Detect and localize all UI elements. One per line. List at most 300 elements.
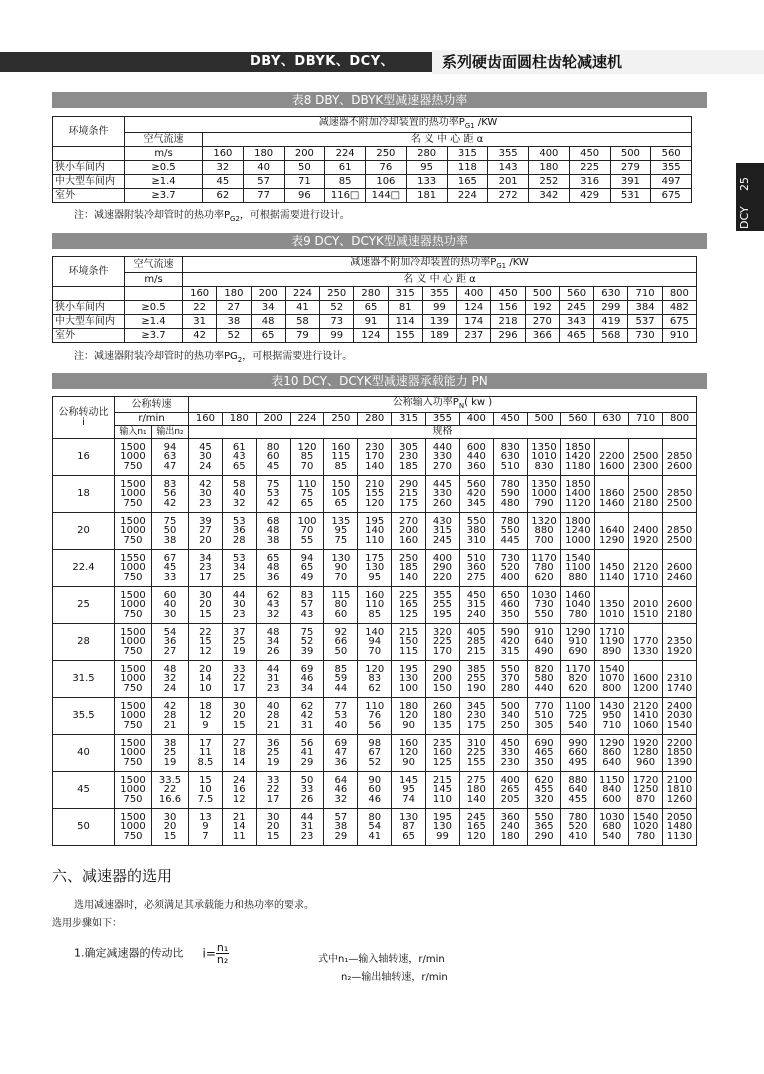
table9-dist-315: 315 xyxy=(388,287,422,301)
table8-value-cell: 180 xyxy=(529,161,570,175)
table9-air-cell: ≥0.5 xyxy=(125,301,183,315)
table9-value-cell: 730 xyxy=(628,329,662,343)
table-row xyxy=(53,550,697,587)
table10-power-cell: 145 95 74 xyxy=(392,772,426,809)
table8-value-cell: 342 xyxy=(529,189,570,203)
table10-size-450: 450 xyxy=(493,413,527,426)
table10-power-cell: 600 440 360 xyxy=(459,439,493,476)
table10-power-cell: 440 330 270 xyxy=(426,439,460,476)
table10-power-cell: 405 285 215 xyxy=(459,624,493,661)
table8-value-cell: 32 xyxy=(203,161,244,175)
table10-size-160: 160 xyxy=(189,413,223,426)
table10-power-cell: 85 59 44 xyxy=(324,661,358,698)
table9-value-cell: 48 xyxy=(251,315,285,329)
table10-power-cell: 195 130 100 xyxy=(392,661,426,698)
table8-dist-355: 355 xyxy=(488,147,529,161)
table8-value-cell: 279 xyxy=(610,161,651,175)
ratio-formula-lhs: i= xyxy=(202,946,216,961)
table10-power-cell: 160 120 90 xyxy=(392,735,426,772)
table9-value-cell: 65 xyxy=(354,301,388,315)
table10-power-cell: 400 290 220 xyxy=(426,550,460,587)
table-row xyxy=(53,809,697,846)
table-row xyxy=(53,476,697,513)
table9-value-cell: 34 xyxy=(251,301,285,315)
table8-value-cell: 85 xyxy=(325,175,366,189)
table10-input-speed-cell: 1500 1000 750 xyxy=(115,809,152,846)
table9-value-cell: 568 xyxy=(594,329,628,343)
table9-air-cell: ≥1.4 xyxy=(125,315,183,329)
table8-dist-315: 315 xyxy=(447,147,488,161)
table10-power-cell: 690 465 350 xyxy=(527,735,561,772)
table10-power-cell: 195 130 99 xyxy=(426,809,460,846)
table-row xyxy=(53,661,697,698)
table-row xyxy=(53,772,697,809)
header-product-title: 系列硬齿面圆柱齿轮减速机 xyxy=(432,50,764,74)
table10-power-cell: 275 180 140 xyxy=(459,772,493,809)
table8-value-cell: 57 xyxy=(243,175,284,189)
table9-dist-355: 355 xyxy=(422,287,456,301)
table10-size-630: 630 xyxy=(595,413,629,426)
table10-power-cell: 1860 1460 xyxy=(595,476,629,513)
step1-label: 1.确定减速器的传动比 xyxy=(74,946,184,960)
table9-header-air-blank xyxy=(125,287,183,301)
table10-power-cell: 120 85 70 xyxy=(290,439,324,476)
table8-value-cell: 40 xyxy=(243,161,284,175)
table10-power-cell: 450 315 240 xyxy=(459,587,493,624)
table10-output-speed-cell: 94 63 47 xyxy=(152,439,189,476)
table9-header-env-blank xyxy=(53,287,125,301)
table9-value-cell: 218 xyxy=(491,315,525,329)
table8-dist-180: 180 xyxy=(243,147,284,161)
table10-header-speed: 公称转速 xyxy=(115,397,189,413)
table10-power-cell: 1350 1000 790 xyxy=(527,476,561,513)
table10-power-cell: 58 40 32 xyxy=(222,476,256,513)
table-row xyxy=(53,587,697,624)
table8-value-cell: 45 xyxy=(203,175,244,189)
table9-value-cell: 139 xyxy=(422,315,456,329)
table8-value-cell: 143 xyxy=(488,161,529,175)
table10-power-cell: 2850 2500 xyxy=(663,476,697,513)
table10-power-cell: 290 200 150 xyxy=(426,661,460,698)
table10-power-cell: 2600 2460 xyxy=(663,550,697,587)
table9-value-cell: 81 xyxy=(388,301,422,315)
side-series-label: DCY xyxy=(738,206,751,229)
header-series-title: DBY、DBYK、DCY、DCYK xyxy=(250,54,395,89)
table10-power-cell: 430 315 245 xyxy=(426,513,460,550)
table8-header-caption: 减速器不附加冷却装置的热功率$P_{G1}$ /KW xyxy=(125,117,692,133)
table9-value-cell: 245 xyxy=(559,301,593,315)
table9-dist-200: 200 xyxy=(251,287,285,301)
table10-power-cell: 1850 1400 1120 xyxy=(561,476,595,513)
table8-dist-400: 400 xyxy=(529,147,570,161)
table10-power-cell: 150 105 65 xyxy=(324,476,358,513)
table10-power-cell: 245 165 120 xyxy=(459,809,493,846)
table10-header-input: 输入n₁ xyxy=(115,426,152,439)
table10-power-cell: 30 20 15 xyxy=(189,587,223,624)
table10-power-cell: 13 9 7 xyxy=(189,809,223,846)
table10-title: 表10 DCY、DCYK型减速器承载能力 PN xyxy=(52,373,707,389)
table-row xyxy=(53,301,697,315)
table10-power-cell: 1100 725 540 xyxy=(561,698,595,735)
table10-input-speed-cell: 1500 1000 750 xyxy=(115,513,152,550)
table8-air-cell: ≥3.7 xyxy=(125,189,203,203)
table9-air-cell: ≥3.7 xyxy=(125,329,183,343)
section-paragraph-2: 选用步骤如下： xyxy=(52,918,122,929)
table10-input-speed-cell: 1500 1000 750 xyxy=(115,772,152,809)
table9-dist-160: 160 xyxy=(183,287,217,301)
table-row xyxy=(53,315,697,329)
table10-power-cell: 2120 1710 xyxy=(629,550,663,587)
table8-env-cell: 狭小车间内 xyxy=(53,161,125,175)
table9-value-cell: 366 xyxy=(525,329,559,343)
table10-power-cell: 780 550 445 xyxy=(493,513,527,550)
table10-power-cell: 80 60 45 xyxy=(256,439,290,476)
table10-power-cell: 21 14 11 xyxy=(222,809,256,846)
table9-value-cell: 38 xyxy=(217,315,251,329)
table8-dist-200: 200 xyxy=(284,147,325,161)
table10-power-cell: 33 22 17 xyxy=(256,772,290,809)
table10-power-cell: 1450 1140 xyxy=(595,550,629,587)
table10-power-cell: 160 115 85 xyxy=(324,439,358,476)
table9-dist-180: 180 xyxy=(217,287,251,301)
table10-power-cell: 15 10 7.5 xyxy=(189,772,223,809)
table9-note: 注：减速器附装冷却管时的热功率$PG_2$，可根据需要进行设计。 xyxy=(74,351,353,364)
table8-value-cell: 391 xyxy=(610,175,651,189)
table10-power-cell: 2400 1920 xyxy=(629,513,663,550)
table8-value-cell: 106 xyxy=(366,175,407,189)
table10-power-cell: 620 455 320 xyxy=(527,772,561,809)
table8-dist-500: 500 xyxy=(610,147,651,161)
table10-power-cell: 2120 1410 1060 xyxy=(629,698,663,735)
table8-note: 注：减速器附装冷却管时的热功率$P_{G2}$，可根据需要进行设计。 xyxy=(74,210,350,223)
table10-input-speed-cell: 1500 1000 750 xyxy=(115,624,152,661)
table10-power-cell: 80 54 41 xyxy=(358,809,392,846)
table10-power-cell: 62 42 31 xyxy=(290,698,324,735)
table10-power-cell: 830 630 510 xyxy=(493,439,527,476)
table10-power-cell: 780 520 410 xyxy=(561,809,595,846)
table10-power-cell: 110 75 65 xyxy=(290,476,324,513)
table10-power-cell: 20 14 10 xyxy=(189,661,223,698)
table10-power-cell: 1320 880 700 xyxy=(527,513,561,550)
table9-header-caption: 减速器不附加冷却装置的热功率$P_{G1}$ /KW xyxy=(183,257,697,273)
table10-power-cell: 30 20 15 xyxy=(256,809,290,846)
table10-power-cell: 2400 2030 1540 xyxy=(663,698,697,735)
table8-value-cell: 62 xyxy=(203,189,244,203)
table9-env-cell: 室外 xyxy=(53,329,125,343)
table10-power-cell: 77 53 40 xyxy=(324,698,358,735)
table8-dist-280: 280 xyxy=(406,147,447,161)
table10-power-cell: 2050 1480 1130 xyxy=(663,809,697,846)
table10-power-cell: 1350 1010 830 xyxy=(527,439,561,476)
table10-power-cell: 820 580 440 xyxy=(527,661,561,698)
table8-value-cell: 225 xyxy=(569,161,610,175)
ratio-formula-numerator: n₁ xyxy=(216,941,229,954)
table10-power-cell: 1150 840 600 xyxy=(595,772,629,809)
table10-power-cell: 65 48 36 xyxy=(256,550,290,587)
table8-value-cell: 144□ xyxy=(366,189,407,203)
table10-power-cell: 18 12 9 xyxy=(189,698,223,735)
table-row xyxy=(53,189,692,203)
table8-env-cell: 中大型车间内 xyxy=(53,175,125,189)
table10-power-cell: 210 155 120 xyxy=(358,476,392,513)
table10-size-560: 560 xyxy=(561,413,595,426)
table8-value-cell: 224 xyxy=(447,189,488,203)
table10-power-cell: 230 170 140 xyxy=(358,439,392,476)
table10-ratio-cell: 28 xyxy=(53,624,115,661)
table10-power-cell: 1800 1240 1000 xyxy=(561,513,595,550)
table8-value-cell: 95 xyxy=(406,161,447,175)
table-row xyxy=(53,175,692,189)
table8-value-cell: 531 xyxy=(610,189,651,203)
table9-dist-400: 400 xyxy=(457,287,491,301)
table10-size-180: 180 xyxy=(222,413,256,426)
table10-ratio-cell: 20 xyxy=(53,513,115,550)
table9-dist-500: 500 xyxy=(525,287,559,301)
table10-input-speed-cell: 1500 1000 750 xyxy=(115,735,152,772)
table9-value-cell: 482 xyxy=(662,301,696,315)
table10-power-cell: 2100 1810 1260 xyxy=(663,772,697,809)
table10-size-315: 315 xyxy=(392,413,426,426)
table10-power-cell: 53 34 25 xyxy=(222,550,256,587)
table10-power-cell: 50 33 26 xyxy=(290,772,324,809)
table10-power-cell: 1030 680 540 xyxy=(595,809,629,846)
table9-value-cell: 124 xyxy=(457,301,491,315)
table10-size-800: 800 xyxy=(663,413,697,426)
table9-value-cell: 52 xyxy=(320,301,354,315)
table9-value-cell: 910 xyxy=(662,329,696,343)
table10-power-cell: 990 660 495 xyxy=(561,735,595,772)
table8-air-cell: ≥0.5 xyxy=(125,161,203,175)
table10-power-cell: 37 25 19 xyxy=(222,624,256,661)
table10-power-cell: 345 230 175 xyxy=(459,698,493,735)
table9-value-cell: 237 xyxy=(457,329,491,343)
table9-heat-power xyxy=(52,256,697,343)
table10-power-cell: 1540 1070 800 xyxy=(595,661,629,698)
table10-size-224: 224 xyxy=(290,413,324,426)
table8-header-distance: 名 义 中 心 距 α xyxy=(203,133,692,147)
table10-power-cell: 62 43 32 xyxy=(256,587,290,624)
table8-value-cell: 118 xyxy=(447,161,488,175)
table10-power-cell: 270 200 160 xyxy=(392,513,426,550)
table9-dist-224: 224 xyxy=(285,287,319,301)
table10-power-cell: 1770 1330 xyxy=(629,624,663,661)
table9-value-cell: 299 xyxy=(594,301,628,315)
table10-power-cell: 225 165 125 xyxy=(392,587,426,624)
table10-size-250: 250 xyxy=(324,413,358,426)
table8-value-cell: 50 xyxy=(284,161,325,175)
table9-value-cell: 42 xyxy=(183,329,217,343)
table10-power-cell: 2200 1600 xyxy=(595,439,629,476)
table9-header-air: 空气流速 xyxy=(125,257,183,273)
table9-header-distance: 名 义 中 心 距 α xyxy=(183,273,697,287)
side-page-number: 25 xyxy=(738,177,751,191)
table8-value-cell: 116□ xyxy=(325,189,366,203)
table9-value-cell: 79 xyxy=(285,329,319,343)
table10-input-speed-cell: 1500 1000 750 xyxy=(115,661,152,698)
table10-power-cell: 1350 1010 xyxy=(595,587,629,624)
table8-header-env: 环境条件 xyxy=(53,117,125,147)
table10-power-cell: 730 520 400 xyxy=(493,550,527,587)
table8-value-cell: 71 xyxy=(284,175,325,189)
table9-value-cell: 99 xyxy=(320,329,354,343)
table10-input-speed-cell: 1500 1000 750 xyxy=(115,698,152,735)
table10-power-cell: 215 145 110 xyxy=(426,772,460,809)
table10-power-cell: 500 340 250 xyxy=(493,698,527,735)
table9-value-cell: 114 xyxy=(388,315,422,329)
table10-power-cell: 880 640 455 xyxy=(561,772,595,809)
table10-power-cell: 195 140 110 xyxy=(358,513,392,550)
table10-power-cell: 2500 2300 xyxy=(629,439,663,476)
where-line-2: n₂—输出轴转速，r/min xyxy=(341,972,448,983)
table10-power-cell: 550 365 290 xyxy=(527,809,561,846)
table8-env-cell: 室外 xyxy=(53,189,125,203)
table10-power-cell: 2850 2600 xyxy=(663,439,697,476)
table9-value-cell: 419 xyxy=(594,315,628,329)
table8-value-cell: 165 xyxy=(447,175,488,189)
table10-output-speed-cell: 42 28 21 xyxy=(152,698,189,735)
table9-dist-280: 280 xyxy=(354,287,388,301)
table10-power-cell: 83 57 43 xyxy=(290,587,324,624)
table10-power-cell: 40 28 21 xyxy=(256,698,290,735)
table10-output-speed-cell: 48 32 24 xyxy=(152,661,189,698)
table10-power-cell: 560 420 345 xyxy=(459,476,493,513)
table9-value-cell: 384 xyxy=(628,301,662,315)
table8-header-air: 空气流速 xyxy=(125,133,203,147)
table10-power-cell: 1170 820 620 xyxy=(561,661,595,698)
table10-power-cell: 64 46 32 xyxy=(324,772,358,809)
table10-output-speed-cell: 54 36 27 xyxy=(152,624,189,661)
table9-value-cell: 41 xyxy=(285,301,319,315)
table8-value-cell: 61 xyxy=(325,161,366,175)
table8-dist-560: 560 xyxy=(651,147,692,161)
table10-power-cell: 94 65 49 xyxy=(290,550,324,587)
table10-power-cell: 120 83 62 xyxy=(358,661,392,698)
table10-power-cell: 1540 1100 880 xyxy=(561,550,595,587)
table10-power-cell: 75 53 42 xyxy=(256,476,290,513)
table9-header-air-unit: m/s xyxy=(125,273,183,287)
table9-value-cell: 124 xyxy=(354,329,388,343)
table10-header-ratio: 公称转动比 i xyxy=(53,397,115,439)
table10-ratio-cell: 25 xyxy=(53,587,115,624)
table10-power-cell: 770 510 305 xyxy=(527,698,561,735)
table9-dist-250: 250 xyxy=(320,287,354,301)
table9-dist-710: 710 xyxy=(628,287,662,301)
table10-output-speed-cell: 38 25 19 xyxy=(152,735,189,772)
table10-power-cell: 305 230 185 xyxy=(392,439,426,476)
table8-value-cell: 272 xyxy=(488,189,529,203)
table10-ratio-cell: 40 xyxy=(53,735,115,772)
table10-power-cell: 235 160 125 xyxy=(426,735,460,772)
table8-value-cell: 252 xyxy=(529,175,570,189)
table9-value-cell: 65 xyxy=(251,329,285,343)
table10-size-200: 200 xyxy=(256,413,290,426)
table10-power-cell: 400 265 205 xyxy=(493,772,527,809)
table10-power-cell: 69 46 34 xyxy=(290,661,324,698)
table10-power-cell: 75 52 39 xyxy=(290,624,324,661)
table10-input-speed-cell: 1550 1000 750 xyxy=(115,550,152,587)
table10-power-cell: 61 43 65 xyxy=(222,439,256,476)
table10-power-cell: 27 18 14 xyxy=(222,735,256,772)
table10-power-cell: 34 23 17 xyxy=(189,550,223,587)
table8-heat-power xyxy=(52,116,692,203)
table8-value-cell: 497 xyxy=(651,175,692,189)
table10-ratio-cell: 31.5 xyxy=(53,661,115,698)
table10-power-cell: 39 27 20 xyxy=(189,513,223,550)
table10-power-cell: 110 76 56 xyxy=(358,698,392,735)
table-row xyxy=(53,735,697,772)
table8-value-cell: 675 xyxy=(651,189,692,203)
table10-power-cell: 53 36 28 xyxy=(222,513,256,550)
table9-value-cell: 675 xyxy=(662,315,696,329)
table10-size-400: 400 xyxy=(459,413,493,426)
table8-value-cell: 429 xyxy=(569,189,610,203)
table8-title: 表8 DBY、DBYK型减速器热功率 xyxy=(52,92,707,108)
table9-value-cell: 189 xyxy=(422,329,456,343)
table10-power-cell: 310 225 155 xyxy=(459,735,493,772)
table9-value-cell: 270 xyxy=(525,315,559,329)
table10-power-cell: 33 22 17 xyxy=(222,661,256,698)
table10-output-speed-cell: 67 45 33 xyxy=(152,550,189,587)
table10-power-cell: 69 47 36 xyxy=(324,735,358,772)
step1-line xyxy=(74,942,229,965)
table10-power-cell: 450 330 230 xyxy=(493,735,527,772)
table10-power-cell: 355 255 195 xyxy=(426,587,460,624)
table10-power-cell: 2310 1740 xyxy=(663,661,697,698)
table10-power-cell: 510 360 275 xyxy=(459,550,493,587)
table-row xyxy=(53,698,697,735)
table10-power-cell: 1920 1280 960 xyxy=(629,735,663,772)
table10-size-355: 355 xyxy=(426,413,460,426)
table10-power-cell: 1710 1190 890 xyxy=(595,624,629,661)
table9-value-cell: 91 xyxy=(354,315,388,329)
table10-output-speed-cell: 30 20 15 xyxy=(152,809,189,846)
table10-ratio-cell: 35.5 xyxy=(53,698,115,735)
table9-value-cell: 27 xyxy=(217,301,251,315)
table10-input-speed-cell: 1500 1000 750 xyxy=(115,476,152,513)
table9-value-cell: 174 xyxy=(457,315,491,329)
table8-header-air-unit: m/s xyxy=(125,147,203,161)
table9-dist-800: 800 xyxy=(662,287,696,301)
table10-power-cell: 2600 2180 xyxy=(663,587,697,624)
table10-power-cell: 30 20 15 xyxy=(222,698,256,735)
table10-power-cell: 36 25 19 xyxy=(256,735,290,772)
table9-env-cell: 中大型车间内 xyxy=(53,315,125,329)
table10-header-speed-unit: r/min xyxy=(115,413,189,426)
ratio-formula-fraction xyxy=(216,942,229,965)
table9-dist-560: 560 xyxy=(559,287,593,301)
table10-size-280: 280 xyxy=(358,413,392,426)
table9-value-cell: 465 xyxy=(559,329,593,343)
section-paragraph-1: 选用减速器时，必须满足其承载能力和热功率的要求。 xyxy=(74,900,314,911)
table10-power-cell: 48 34 26 xyxy=(256,624,290,661)
table10-power-cell: 385 255 190 xyxy=(459,661,493,698)
table9-dist-450: 450 xyxy=(491,287,525,301)
table9-title: 表9 DCY、DCYK型减速器热功率 xyxy=(52,233,707,249)
table9-value-cell: 31 xyxy=(183,315,217,329)
table10-power-cell: 1460 1040 780 xyxy=(561,587,595,624)
table10-power-cell: 1030 730 550 xyxy=(527,587,561,624)
table9-dist-630: 630 xyxy=(594,287,628,301)
table10-output-speed-cell: 33.5 22 16.6 xyxy=(152,772,189,809)
table10-power-cell: 550 370 280 xyxy=(493,661,527,698)
table9-value-cell: 99 xyxy=(422,301,456,315)
table9-value-cell: 343 xyxy=(559,315,593,329)
table10-power-cell: 42 30 23 xyxy=(189,476,223,513)
table10-power-cell: 1290 860 640 xyxy=(595,735,629,772)
table10-power-cell: 360 240 180 xyxy=(493,809,527,846)
table-row xyxy=(53,439,697,476)
table10-power-cell: 44 31 23 xyxy=(256,661,290,698)
